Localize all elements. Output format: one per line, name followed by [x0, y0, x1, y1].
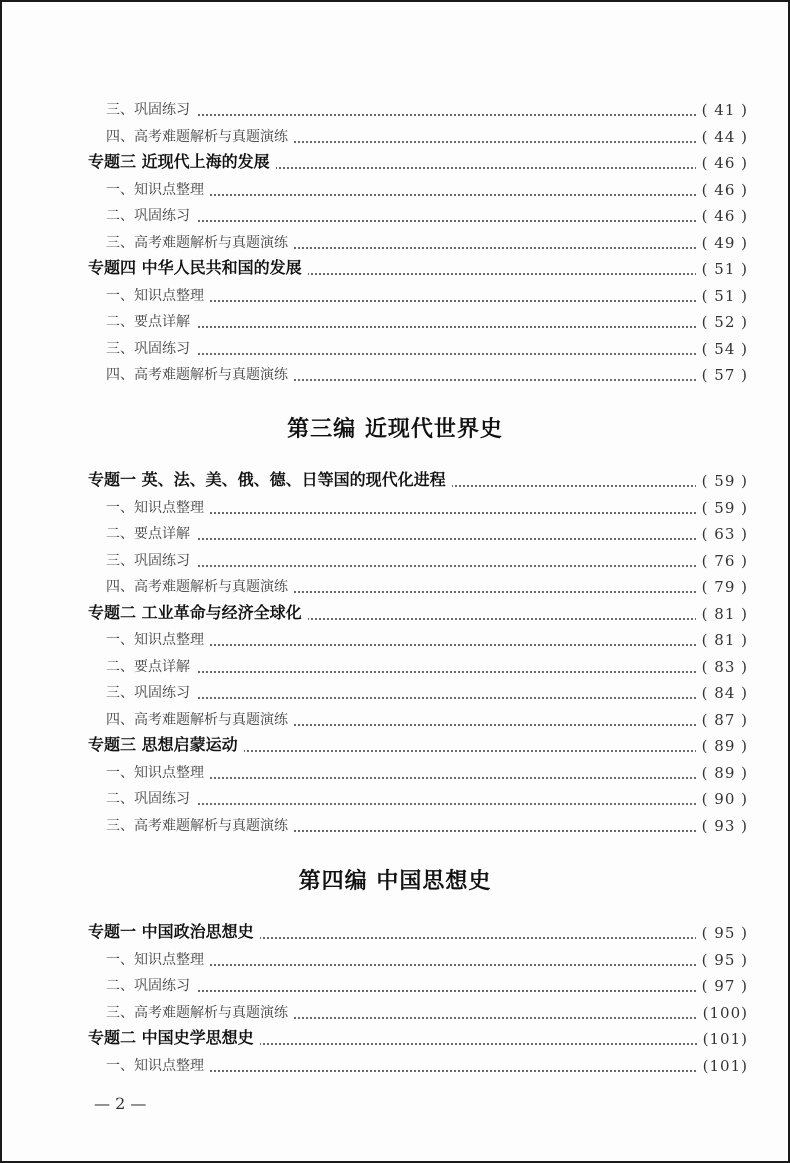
entry-page-number: ( 51 ): [696, 260, 748, 278]
entry-title: 四、高考难题解析与真题演练: [106, 364, 294, 384]
entry-title: 二、要点详解: [106, 656, 196, 676]
entry-title: 专题三 思想启蒙运动: [88, 732, 244, 755]
toc-subentry: [2, 519, 788, 545]
toc-subentry: [2, 1051, 788, 1077]
entry-page-number: ( 93 ): [696, 817, 748, 835]
entry-title: 二、巩固练习: [106, 975, 196, 995]
entry-title: 一、知识点整理: [106, 949, 210, 969]
toc-subentry: [2, 678, 788, 704]
entry-title: 四、高考难题解析与真题演练: [106, 576, 294, 596]
toc-subentry: [2, 546, 788, 572]
entry-page-number: ( 76 ): [696, 552, 748, 570]
entry-page-number: ( 54 ): [696, 340, 748, 358]
toc-subentry: [2, 175, 788, 201]
entry-page-number: ( 89 ): [696, 764, 748, 782]
entry-page-number: ( 89 ): [696, 737, 748, 755]
entry-page-number: ( 97 ): [696, 977, 748, 995]
entry-page-number: ( 63 ): [696, 525, 748, 543]
dot-leader: [106, 326, 740, 328]
toc-subentry: [2, 705, 788, 731]
toc-subentry: [2, 360, 788, 386]
entry-page-number: ( 95 ): [696, 924, 748, 942]
entry-page-number: (100): [697, 1004, 748, 1022]
dot-leader: [106, 220, 740, 222]
dot-leader: [106, 565, 740, 567]
toc-subentry: [2, 758, 788, 784]
entry-page-number: ( 81 ): [696, 605, 748, 623]
dot-leader: [106, 803, 740, 805]
page-number: — 2 —: [94, 1094, 147, 1113]
toc-subentry: [2, 201, 788, 227]
entry-page-number: ( 84 ): [696, 684, 748, 702]
toc-topic-entry: [2, 599, 788, 625]
section-heading: 第四编 中国思想史: [298, 869, 492, 894]
entry-page-number: ( 83 ): [696, 658, 748, 676]
toc-subentry: [2, 228, 788, 254]
entry-title: 三、高考难题解析与真题演练: [106, 1002, 294, 1022]
toc-subentry: [2, 281, 788, 307]
entry-page-number: ( 90 ): [696, 790, 748, 808]
dot-leader: [106, 990, 740, 992]
entry-title: 二、要点详解: [106, 311, 196, 331]
section-heading: 第三编 近现代世界史: [287, 417, 503, 442]
entry-page-number: ( 95 ): [696, 951, 748, 969]
entry-page-number: ( 44 ): [696, 128, 748, 146]
entry-title: 二、要点详解: [106, 523, 196, 543]
toc-topic-entry: [2, 731, 788, 757]
toc-subentry: [2, 625, 788, 651]
entry-title: 四、高考难题解析与真题演练: [106, 709, 294, 729]
toc-subentry: [2, 971, 788, 997]
entry-page-number: ( 46 ): [696, 181, 748, 199]
entry-title: 一、知识点整理: [106, 285, 210, 305]
entry-page-number: (101): [697, 1030, 748, 1048]
toc-topic-entry: [2, 148, 788, 174]
entry-title: 一、知识点整理: [106, 497, 210, 517]
entry-page-number: ( 52 ): [696, 313, 748, 331]
entry-page-number: ( 59 ): [696, 499, 748, 517]
toc-subentry: [2, 945, 788, 971]
entry-title: 专题一 中国政治思想史: [88, 919, 260, 942]
toc-topic-entry: [2, 918, 788, 944]
entry-title: 三、巩固练习: [106, 99, 196, 119]
entry-page-number: ( 87 ): [696, 711, 748, 729]
entry-page-number: ( 46 ): [696, 207, 748, 225]
entry-page-number: ( 81 ): [696, 631, 748, 649]
entry-page-number: ( 46 ): [696, 154, 748, 172]
dot-leader: [106, 114, 740, 116]
entry-title: 三、高考难题解析与真题演练: [106, 232, 294, 252]
toc-subentry: [2, 122, 788, 148]
entry-page-number: ( 79 ): [696, 578, 748, 596]
toc-subentry: [2, 95, 788, 121]
toc-topic-entry: [2, 1024, 788, 1050]
entry-title: 一、知识点整理: [106, 762, 210, 782]
entry-page-number: ( 49 ): [696, 234, 748, 252]
entry-title: 一、知识点整理: [106, 179, 210, 199]
dot-leader: [106, 538, 740, 540]
entry-title: 专题一 英、法、美、俄、德、日等国的现代化进程: [88, 467, 452, 490]
toc-subentry: [2, 334, 788, 360]
entry-page-number: ( 41 ): [696, 101, 748, 119]
entry-title: 专题二 中国史学思想史: [88, 1025, 260, 1048]
dot-leader: [106, 697, 740, 699]
entry-page-number: ( 59 ): [696, 472, 748, 490]
entry-page-number: ( 57 ): [696, 366, 748, 384]
entry-title: 三、高考难题解析与真题演练: [106, 815, 294, 835]
entry-title: 二、巩固练习: [106, 205, 196, 225]
toc-subentry: [2, 784, 788, 810]
entry-title: 一、知识点整理: [106, 629, 210, 649]
entry-title: 四、高考难题解析与真题演练: [106, 126, 294, 146]
toc-subentry: [2, 572, 788, 598]
toc-topic-entry: [2, 466, 788, 492]
entry-title: 三、巩固练习: [106, 550, 196, 570]
entry-page-number: ( 51 ): [696, 287, 748, 305]
toc-subentry: [2, 307, 788, 333]
dot-leader: [106, 671, 740, 673]
entry-title: 专题二 工业革命与经济全球化: [88, 600, 308, 623]
toc-subentry: [2, 652, 788, 678]
entry-page-number: (101): [697, 1057, 748, 1075]
entry-title: 三、巩固练习: [106, 682, 196, 702]
entry-title: 专题四 中华人民共和国的发展: [88, 255, 308, 278]
toc-subentry: [2, 998, 788, 1024]
toc-topic-entry: [2, 254, 788, 280]
toc-subentry: [2, 811, 788, 837]
toc-subentry: [2, 493, 788, 519]
entry-title: 二、巩固练习: [106, 788, 196, 808]
entry-title: 专题三 近现代上海的发展: [88, 149, 276, 172]
entry-title: 三、巩固练习: [106, 338, 196, 358]
entry-title: 一、知识点整理: [106, 1055, 210, 1075]
dot-leader: [106, 353, 740, 355]
